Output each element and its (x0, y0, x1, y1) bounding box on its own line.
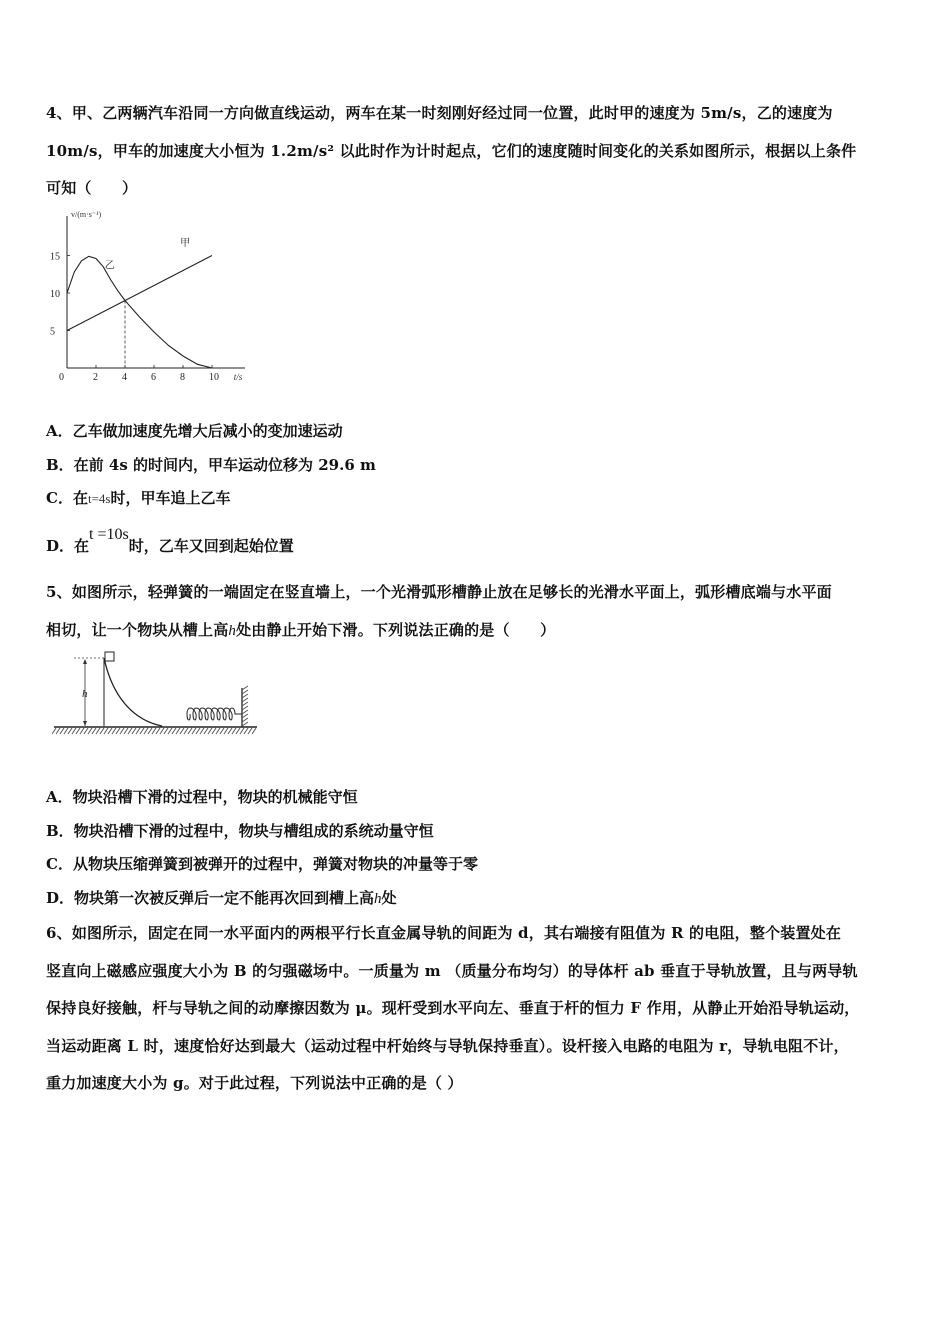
ground-hatch-mark (64, 728, 68, 734)
series-label-jia: 甲 (180, 237, 191, 249)
q5-option-b: B．物块沿槽下滑的过程中，物块与槽组成的系统动量守恒 (46, 822, 434, 840)
ground-hatch-mark (208, 728, 212, 734)
q4-option-c-formula: t=4s (87, 491, 111, 506)
q4-option-c (46, 487, 230, 508)
ground-hatch-mark (200, 728, 204, 734)
velocity-time-chart (40, 205, 260, 390)
ground-hatch-mark (156, 728, 160, 734)
ground-hatch-mark (184, 728, 188, 734)
wall-hatch-mark (242, 702, 248, 706)
q4-option-d-suffix: 时，乙车又回到起始位置 (128, 537, 294, 555)
q5-option-d-pre: D．物块第一次被反弹后一定不能再次回到槽上高 (46, 889, 375, 907)
q5-option-d-var: h (374, 891, 382, 907)
q6-stem-line2: 竖直向上磁感应强度大小为 B 的匀强磁场中。一质量为 m （质量分布均匀）的导体杆 ab 垂直于导轨放置，且与两导轨 (46, 962, 858, 980)
ground-hatch-mark (112, 728, 116, 734)
wall-hatch-mark (242, 718, 248, 722)
ground-hatch-mark (172, 728, 176, 734)
q5-stem-line2 (46, 619, 555, 640)
ground-hatch-mark (212, 728, 216, 734)
y-axis-label: v/(m·s⁻¹) (71, 210, 102, 219)
series-line-jia (67, 256, 212, 331)
y-tick-label: 10 (50, 289, 60, 300)
q6-stem-line5: 重力加速度大小为 g。对于此过程，下列说法中正确的是（ ） (46, 1074, 463, 1092)
ground-hatch-mark (148, 728, 152, 734)
small-block (105, 652, 114, 661)
wall-hatch-mark (242, 694, 248, 698)
ground-hatch-mark (52, 728, 56, 734)
q4-stem-line1: 4、甲、乙两辆汽车沿同一方向做直线运动，两车在某一时刻刚好经过同一位置，此时甲的速度为 5m/s，乙的速度为 (46, 104, 833, 122)
q6-stem-line1: 6、如图所示，固定在同一水平面内的两根平行长直金属导轨的间距为 d，其右端接有阻值为 R 的电阻，整个装置处在 (46, 924, 842, 942)
ground-hatch-mark (192, 728, 196, 734)
ground-hatch-mark (196, 728, 200, 734)
q4-option-d-formula: t =10s (89, 526, 129, 543)
x-tick-label: 6 (151, 372, 156, 383)
ground-hatch-mark (236, 728, 240, 734)
ground-hatch-mark (224, 728, 228, 734)
q4-stem-line2: 10m/s，甲车的加速度大小恒为 1.2m/s² 以此时作为计时起点，它们的速度随时间变化的关系如图所示，根据以上条件 (46, 142, 857, 160)
ground-hatch-mark (160, 728, 164, 734)
ground-hatch-mark (100, 728, 104, 734)
ground-hatch-mark (132, 728, 136, 734)
q5-option-c: C．从物块压缩弹簧到被弹开的过程中，弹簧对物块的冲量等于零 (46, 855, 478, 873)
q4-option-a: A．乙车做加速度先增大后减小的变加速运动 (46, 422, 343, 440)
ground-hatch-mark (116, 728, 120, 734)
spring-coil-path (187, 708, 242, 720)
q5-stem-line1: 5、如图所示，轻弹簧的一端固定在竖直墙上，一个光滑弧形槽静止放在足够长的光滑水平面上，弧形槽底端与水平面 (46, 583, 832, 601)
ground-hatch-mark (220, 728, 224, 734)
ground-hatch-mark (240, 728, 244, 734)
wall-hatch-mark (242, 722, 248, 726)
series-line-yi (67, 256, 212, 368)
series-label-yi: 乙 (104, 260, 115, 272)
ground-hatch-mark (176, 728, 180, 734)
ground-hatch-mark (68, 728, 72, 734)
q5-stem-line2-pre: 相切，让一个物块从槽上高 (46, 621, 229, 639)
q6-stem-line3: 保持良好接触，杆与导轨之间的动摩擦因数为 μ。现杆受到水平向左、垂直于杆的恒力 F 作用，从静止开始沿导轨运动， (46, 999, 860, 1017)
ground-hatch-mark (96, 728, 100, 734)
y-tick-label: 15 (50, 251, 60, 263)
ground-hatch-mark (104, 728, 108, 734)
ground-hatch-mark (216, 728, 220, 734)
ground-hatch-mark (232, 728, 236, 734)
x-tick-label: 10 (209, 372, 219, 383)
wall-hatch-mark (242, 706, 248, 710)
slope-spring-diagram (52, 650, 267, 740)
q4-stem-line3: 可知（ ） (46, 179, 138, 197)
ground-hatch-mark (72, 728, 76, 734)
q5-option-a: A．物块沿槽下滑的过程中，物块的机械能守恒 (46, 788, 358, 806)
ground-hatch-mark (80, 728, 84, 734)
x-tick-label: 2 (93, 372, 98, 383)
ground-hatch-mark (204, 728, 208, 734)
ground-hatch-mark (140, 728, 144, 734)
wall-hatch-mark (242, 686, 248, 690)
wall-hatch-mark (242, 690, 248, 694)
x-axis-label: t/s (233, 372, 243, 382)
q4-option-d-prefix: D．在 (46, 537, 90, 555)
y-tick-label: 5 (50, 326, 55, 338)
ground-hatch-mark (136, 728, 140, 734)
x-tick-label: 4 (122, 372, 127, 383)
wall-hatch-mark (242, 698, 248, 702)
ground-hatch-mark (124, 728, 128, 734)
q5-height-var: h (228, 623, 237, 639)
ground-hatch-mark (120, 728, 124, 734)
q4-option-c-suffix: 时，甲车追上乙车 (110, 489, 231, 507)
spring (187, 708, 242, 720)
q5-option-d (46, 887, 397, 908)
x-tick-label: 0 (59, 372, 64, 383)
ground-hatch-mark (168, 728, 172, 734)
q4-option-b: B．在前 4s 的时间内，甲车运动位移为 29.6 m (46, 456, 376, 474)
ground-hatch-mark (252, 728, 256, 734)
x-tick-label: 8 (180, 372, 185, 383)
height-label: h (82, 688, 88, 700)
ground-hatch-mark (164, 728, 168, 734)
curved-slope (104, 658, 162, 726)
ground-hatch-mark (244, 728, 248, 734)
q5-stem-line2-post: 处由静止开始下滑。下列说法正确的是（ ） (236, 621, 556, 639)
wall-hatch-mark (242, 710, 248, 714)
ground-hatch-mark (108, 728, 112, 734)
ground-hatch-mark (248, 728, 252, 734)
ground-hatch-mark (84, 728, 88, 734)
q6-stem-line4: 当运动距离 L 时，速度恰好达到最大（运动过程中杆始终与导轨保持垂直）。设杆接入电路的电阻为 r，导轨电阻不计， (46, 1037, 849, 1055)
q5-option-d-post: 处 (381, 889, 397, 907)
ground-hatch-mark (60, 728, 64, 734)
ground-hatch-mark (88, 728, 92, 734)
ground-hatch (52, 727, 257, 734)
ground-hatch-mark (76, 728, 80, 734)
ground-hatch-mark (144, 728, 148, 734)
ground-hatch-mark (128, 728, 132, 734)
wall-hatch-mark (242, 714, 248, 718)
ground-hatch-mark (188, 728, 192, 734)
q4-option-d (46, 526, 294, 556)
ground-hatch-mark (180, 728, 184, 734)
q4-option-c-prefix: C．在 (46, 489, 88, 507)
ground-hatch-mark (228, 728, 232, 734)
ground-hatch-mark (152, 728, 156, 734)
ground-hatch-mark (56, 728, 60, 734)
ground-hatch-mark (92, 728, 96, 734)
